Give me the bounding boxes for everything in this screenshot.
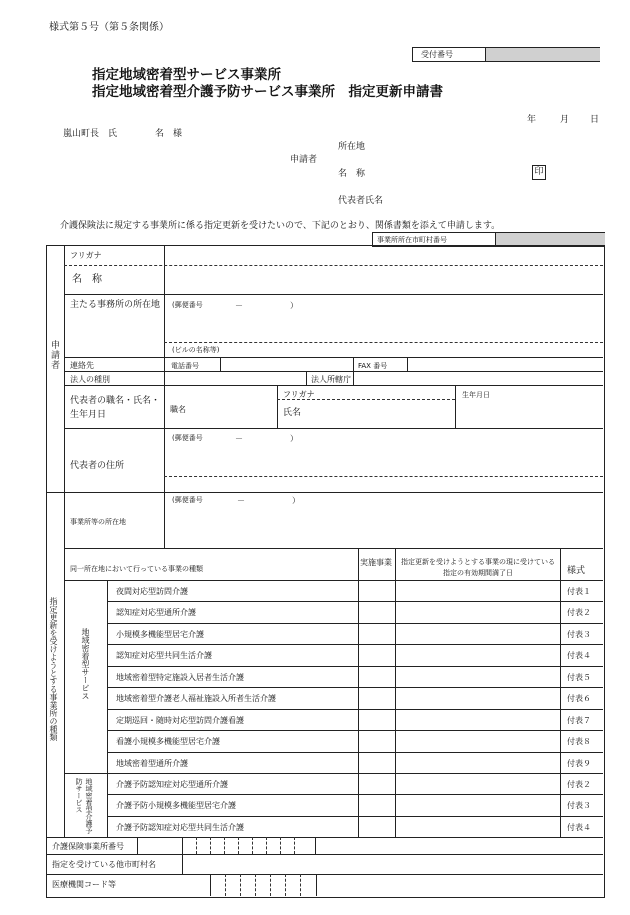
loc-postal-label: (郵便番号	[172, 496, 203, 504]
rep-postal-dash: －	[235, 434, 243, 443]
form-ref: 付表４	[567, 822, 591, 832]
receipt-box	[412, 47, 600, 62]
postal-dash: －	[235, 301, 243, 310]
date-day: 日	[590, 115, 600, 125]
exec-checkbox[interactable]	[359, 731, 394, 750]
service-name: 認知症対応型通所介護	[116, 608, 196, 618]
contact-label: 連絡先	[70, 361, 94, 370]
insurance-number-label: 介護保険事業所番号	[52, 842, 124, 851]
form-ref: 付表４	[567, 651, 591, 661]
col-kind-header: 同一所在地において行っている事業の種類	[70, 565, 203, 573]
group2-label: 地域密着型介護予防サービス	[75, 778, 93, 834]
date-year: 年	[527, 115, 537, 125]
exec-checkbox[interactable]	[359, 710, 394, 729]
rep-name-label: 氏名	[283, 408, 302, 418]
exec-checkbox[interactable]	[359, 795, 394, 814]
form-ref: 付表３	[567, 629, 591, 639]
col-exec-header: 実施事業	[360, 558, 392, 567]
rep-furigana-label: フリガナ	[283, 390, 315, 399]
form-ref: 付表６	[567, 694, 591, 704]
postal-close: ）	[290, 301, 298, 310]
form-ref: 付表５	[567, 672, 591, 682]
form-ref: 付表８	[567, 737, 591, 747]
prevention-service-name: 介護予防小規模多機能型居宅介護	[116, 801, 236, 811]
exec-checkbox[interactable]	[359, 581, 394, 600]
service-name: 地域密着型特定施設入居者生活介護	[116, 672, 244, 682]
col-date-header: 指定更新を受けようとする事業の現に受けている指定の有効期間満了日	[401, 558, 555, 577]
addressee-name: 嵐山町長 氏	[63, 129, 118, 139]
corp-type-label: 法人の種別	[70, 375, 110, 384]
phone-label: 電話番号	[171, 362, 199, 370]
name-label: 名 称	[72, 274, 102, 285]
receipt-label: 受付番号	[421, 50, 453, 59]
form-ref: 付表７	[567, 715, 591, 725]
form-ref: 付表２	[567, 608, 591, 618]
service-name: 認知症対応型共同生活介護	[116, 651, 212, 661]
group1-label: 地域密着型サービス	[81, 628, 90, 700]
fax-label: FAX 番号	[358, 362, 388, 370]
postal-label: (郵便番号	[172, 301, 203, 309]
rep-postal-label: (郵便番号	[172, 434, 203, 442]
office-location-label: 事業所等の所在地	[70, 518, 126, 526]
exec-checkbox[interactable]	[359, 817, 394, 836]
other-city-label: 指定を受けている他市町村名	[52, 860, 156, 869]
service-name: 定期巡回・随時対応型訪問介護看護	[116, 715, 244, 725]
form-ref: 付表１	[567, 587, 591, 596]
exec-checkbox[interactable]	[359, 624, 394, 643]
section1-label: 申請者	[49, 340, 59, 370]
service-name: 看護小規模多機能型居宅介護	[116, 737, 220, 747]
rep-postal-close: ）	[290, 434, 298, 443]
seal-mark: 印	[532, 165, 546, 180]
intro-text: 介護保険法に規定する事業所に係る指定更新を受けたいので、下記のとおり、関係書類を添えて申請します。	[60, 221, 501, 231]
title-line2: 指定地域密着型介護予防サービス事業所 指定更新申請書	[92, 84, 443, 100]
form-ref: 付表２	[567, 780, 591, 789]
prevention-service-name: 介護予防認知症対応型通所介護	[116, 780, 228, 789]
applicant-name: 名 称	[338, 169, 366, 179]
job-label: 職名	[170, 405, 186, 414]
exec-checkbox[interactable]	[359, 667, 394, 686]
building-label: (ビルの名称等)	[172, 346, 220, 354]
section2-label: 指定更新を受けようとする事業所の種類	[49, 597, 58, 741]
title-line1: 指定地域密着型サービス事業所	[92, 67, 281, 83]
corp-auth-label: 法人所轄庁	[311, 375, 351, 384]
office-addr-label: 主たる事務所の所在地	[70, 300, 161, 310]
exec-checkbox[interactable]	[359, 645, 394, 664]
furigana-label: フリガナ	[70, 251, 102, 260]
form-ref: 付表９	[567, 758, 591, 768]
applicant-address: 所在地	[338, 142, 366, 152]
exec-checkbox[interactable]	[359, 688, 394, 707]
loc-postal-dash: －	[237, 496, 245, 505]
exec-checkbox[interactable]	[359, 753, 394, 772]
municipal-number-label: 事業所所在市町村番号	[377, 236, 447, 244]
exec-checkbox[interactable]	[359, 774, 394, 793]
addressee-suffix: 名 様	[155, 129, 183, 139]
service-name: 地域密着型通所介護	[116, 758, 188, 768]
form-ref: 付表３	[567, 801, 591, 811]
applicant-rep: 代表者氏名	[338, 196, 384, 206]
applicant-label: 申請者	[290, 155, 318, 165]
form-number: 様式第５号（第５条関係）	[49, 22, 169, 33]
rep-addr-label: 代表者の住所	[70, 461, 125, 471]
rep-title-label: 代表者の職名・氏名・生年月日	[70, 396, 161, 420]
medical-code-label: 医療機関コード等	[52, 880, 116, 889]
exec-checkbox[interactable]	[359, 602, 394, 621]
birth-label: 生年月日	[462, 391, 490, 399]
receipt-number-field[interactable]	[485, 48, 600, 61]
col-form-header: 様式	[567, 566, 586, 576]
service-name: 地域密着型介護老人福祉施設入所者生活介護	[116, 694, 276, 704]
service-name: 小規模多機能型居宅介護	[116, 629, 204, 639]
service-name: 夜間対応型訪問介護	[116, 587, 188, 596]
loc-postal-close: ）	[292, 496, 300, 505]
date-month: 月	[560, 115, 570, 125]
prevention-service-name: 介護予防認知症対応型共同生活介護	[116, 822, 244, 832]
